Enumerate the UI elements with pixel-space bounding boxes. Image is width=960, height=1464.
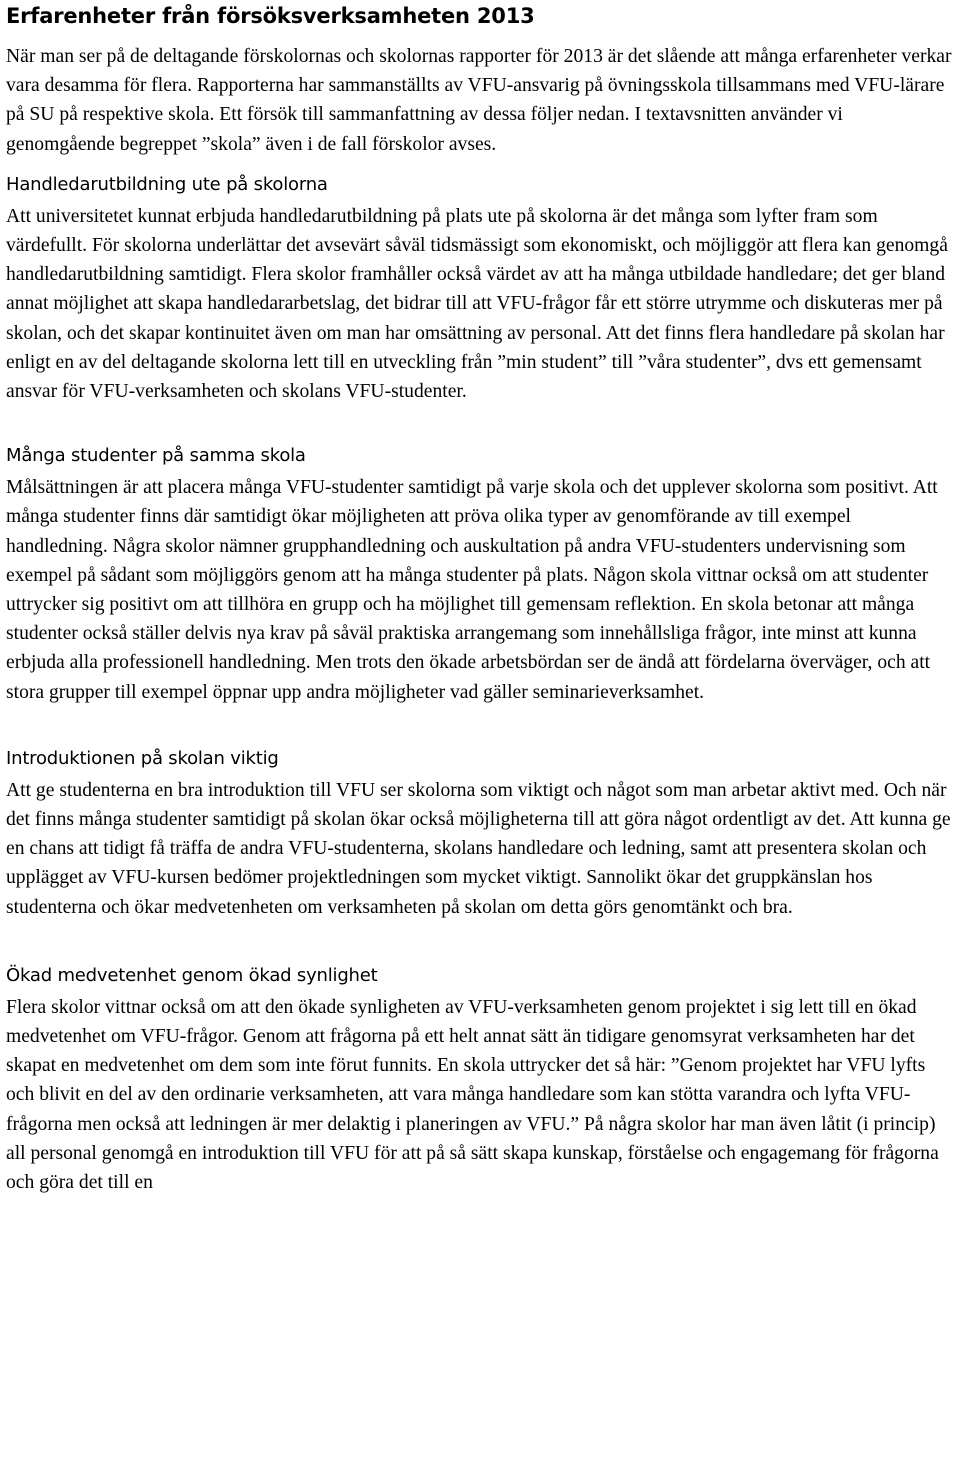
section-heading: Introduktionen på skolan viktig: [6, 747, 279, 769]
document-title: Erfarenheter från försöksverksamheten 2013: [6, 4, 535, 28]
section-manga-studenter: [6, 444, 956, 707]
section-heading: Många studenter på samma skola: [6, 445, 306, 467]
section-heading: Ökad medvetenhet genom ökad synlighet: [6, 964, 378, 986]
section-heading: Handledarutbildning ute på skolorna: [6, 173, 328, 195]
section-handledarutbildning: [6, 173, 956, 406]
section-paragraph: Flera skolor vittnar också om att den ökade synligheten av VFU-verksamheten genom projektet i sig lett till en ökad medvetenhet om VFU-frågor. Genom att frågorna på ett helt annat sätt än tidigare genomsyrat verksamheten har det skapat en medvetenhet om dem som inte förut funnits. En skola uttrycker det så här: ”Genom projektet har VFU lyfts och blivit en del av den ordinarie verksamheten, att vara många handledare som kan stötta varandra och lyfta VFU-frågorna men också att ledningen är mer delaktig i planeringen av VFU.” På några skolor har man även låtit (i princip) all personal genomgå en introduktion till VFU för att på så sätt skapa kunskap, förståelse och engagemang för frågorna och göra det till en: [6, 996, 939, 1194]
section-paragraph: Att universitetet kunnat erbjuda handledarutbildning på plats ute på skolorna är det många som lyfter fram som värdefullt. För skolorna underlättar det avsevärt såväl tidsmässigt som ekonomiskt, och möjliggör att flera kan genomgå handledarutbildning samtidigt. Flera skolor framhåller också värdet av att ha många utbildade handledare; det ger bland annat möjlighet att skapa handledararbetslag, det bidrar till att VFU-frågor får ett större utrymme och diskuteras mer på skolan, och det skapar kontinuitet även om man har omsättning av personal. Att det finns flera handledare på skolan har enligt en av del deltagande skolorna lett till en utveckling från ”min student” till ”våra studenter”, dvs ett gemensamt ansvar för VFU-verksamheten och skolans VFU-studenter.: [6, 205, 948, 403]
section-okad-medvetenhet: [6, 964, 956, 1197]
section-paragraph: Att ge studenterna en bra introduktion till VFU ser skolorna som viktigt och något som man arbetar aktivt med. Och när det finns många studenter samtidigt på skolan ökar också möjligheterna till att göra något ordentligt av det. Att kunna ge en chans att tidigt få träffa de andra VFU-studenterna, skolans handledare och ledning, samt att presentera skolan och upplägget av VFU-kursen bedömer projektledningen som mycket viktigt. Sannolikt ökar det gruppkänslan hos studenterna och ökar medvetenheten om verksamheten på skolan om detta görs genomtänkt och bra.: [6, 779, 951, 918]
section-paragraph: Målsättningen är att placera många VFU-studenter samtidigt på varje skola och det upplever skolorna som positivt. Att många studenter finns där samtidigt ökar möjligheten att pröva olika typer av genomförande av till exempel handledning. Några skolor nämner grupphandledning och auskultation på andra VFU-studenters undervisning som exempel på sådant som möjliggörs genom att ha många studenter på plats. Någon skola vittnar också om att studenter uttrycker sig positivt om att tillhöra en grupp och ha möjlighet till gemensam reflektion. En skola betonar att många studenter också ställer delvis nya krav på såväl praktiska arrangemang som innehållsliga frågor, inte minst att kunna erbjuda alla professionell handledning. Men trots den ökade arbetsbördan ser de ändå att fördelarna överväger, och att stora grupper till exempel öppnar upp andra möjligheter vad gäller seminarieverksamhet.: [6, 477, 938, 703]
intro-paragraph: När man ser på de deltagande förskolornas och skolornas rapporter för 2013 är det slående att många erfarenheter verkar vara desamma för flera. Rapporterna har sammanställts av VFU-ansvarig på övningsskola tillsammans med VFU-lärare på SU på respektive skola. Ett försök till sammanfattning av dessa följer nedan. I textavsnitten använder vi genomgående begreppet ”skola” även i de fall förskolor avses.: [6, 46, 952, 155]
document-page: [6, 0, 956, 1197]
section-introduktionen: [6, 747, 956, 922]
